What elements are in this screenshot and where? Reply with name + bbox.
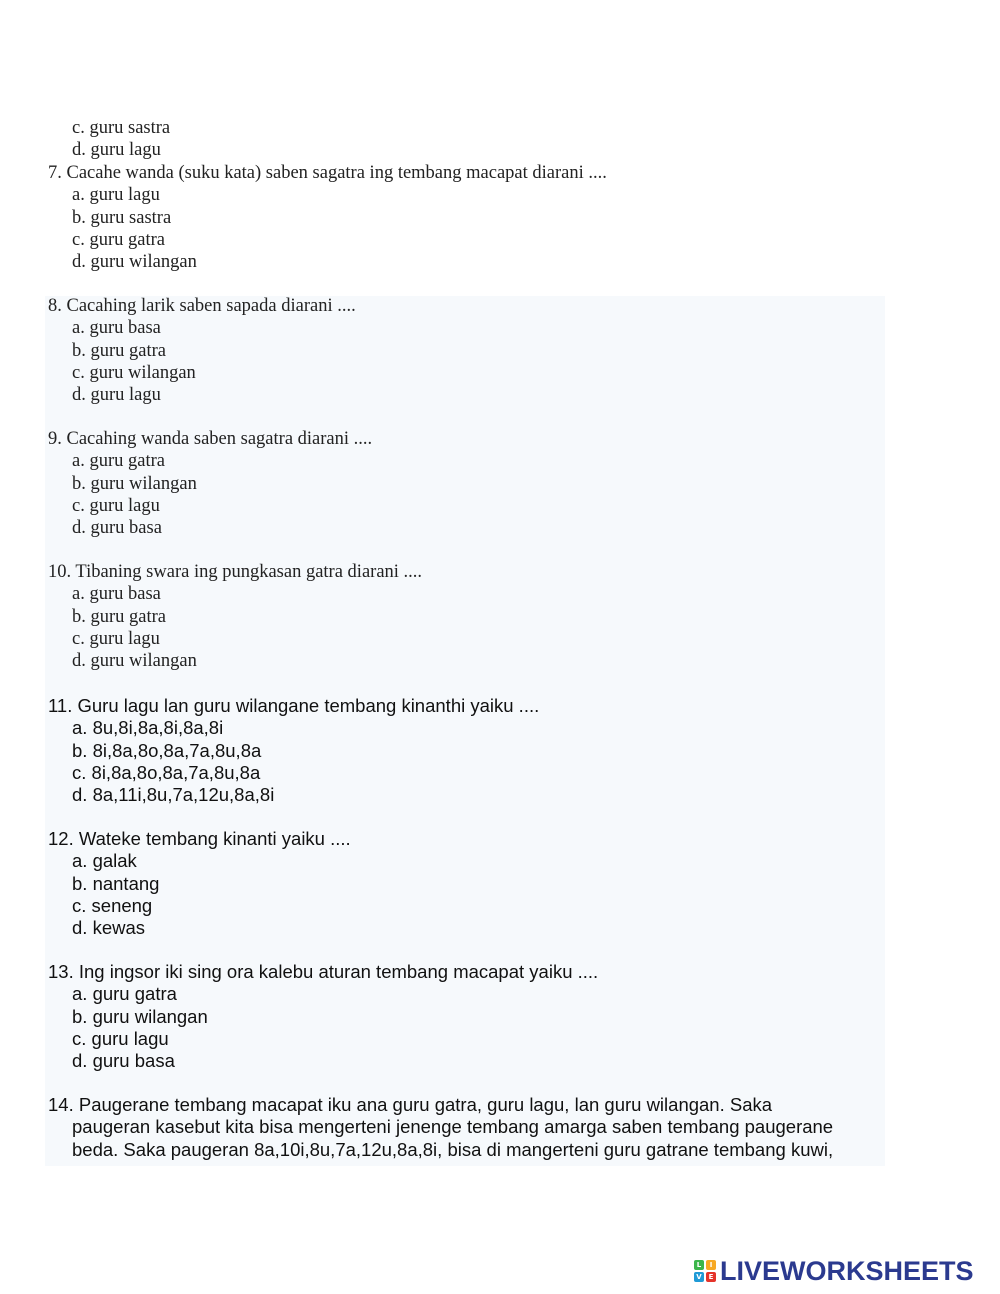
logo-mark-l: L (694, 1260, 704, 1270)
answer-option: d. guru lagu (72, 140, 161, 161)
answer-option: a. galak (72, 850, 137, 872)
logo-mark-icon (694, 1260, 716, 1282)
question-text: 7. Cacahe wanda (suku kata) saben sagatra ing tembang macapat diarani .... (48, 162, 607, 183)
answer-option: c. seneng (72, 895, 153, 916)
answer-option: c. guru lagu (72, 496, 160, 516)
answer-option: a. guru basa (72, 318, 161, 339)
answer-option: d. guru wilangan (72, 651, 197, 672)
answer-option: b. guru wilangan (72, 473, 197, 494)
question-text: 14. Paugerane tembang macapat iku ana guru gatra, guru lagu, lan guru wilangan. Saka (48, 1093, 773, 1115)
answer-option: c. guru lagu (72, 1028, 169, 1049)
question-text: 12. Wateke tembang kinanti yaiku .... (48, 827, 351, 849)
answer-option: b. guru wilangan (72, 1005, 208, 1027)
logo-text: LIVEWORKSHEETS (720, 1255, 974, 1286)
answer-option: c. guru sastra (72, 118, 171, 138)
answer-option: c. 8i,8a,8o,8a,7a,8u,8a (72, 762, 261, 783)
question-text: 13. Ing ingsor iki sing ora kalebu aturan tembang macapat yaiku .... (48, 960, 599, 982)
answer-option: a. 8u,8i,8a,8i,8a,8i (72, 717, 224, 739)
question-text: 11. Guru lagu lan guru wilangane tembang kinanthi yaiku .... (48, 694, 540, 716)
answer-option: d. 8a,11i,8u,7a,12u,8a,8i (72, 784, 275, 806)
answer-option: d. guru basa (72, 1050, 175, 1072)
question-text: 9. Cacahing wanda saben sagatra diarani .... (48, 428, 373, 449)
question-text: 8. Cacahing larik saben sapada diarani .... (48, 295, 356, 316)
answer-option: c. guru gatra (72, 230, 165, 250)
answer-option: b. nantang (72, 872, 160, 894)
answer-option: d. guru lagu (72, 385, 161, 406)
logo-mark-v: V (694, 1272, 704, 1282)
answer-option: b. guru sastra (72, 207, 172, 228)
answer-option: a. guru lagu (72, 185, 160, 206)
question-text: 10. Tibaning swara ing pungkasan gatra diarani .... (48, 561, 423, 582)
liveworksheets-logo (694, 1256, 974, 1286)
answer-option: d. kewas (72, 917, 146, 939)
answer-option: b. 8i,8a,8o,8a,7a,8u,8a (72, 739, 262, 761)
answer-option: b. guru gatra (72, 340, 167, 361)
answer-option: d. guru basa (72, 518, 162, 539)
answer-option: a. guru basa (72, 584, 161, 605)
answer-option: a. guru gatra (72, 983, 177, 1005)
answer-option: b. guru gatra (72, 606, 167, 627)
logo-mark-i: I (706, 1260, 716, 1270)
answer-option: beda. Saka paugeran 8a,10i,8u,7a,12u,8a,8i, bisa di mangerteni guru gatrane tembang kuwi, (72, 1138, 834, 1160)
answer-option: c. guru lagu (72, 629, 160, 649)
answer-option: paugeran kasebut kita bisa mengerteni jenenge tembang amarga saben tembang paugerane (72, 1116, 834, 1138)
answer-option: a. guru gatra (72, 451, 165, 472)
answer-option: d. guru wilangan (72, 252, 197, 273)
answer-option: c. guru wilangan (72, 363, 196, 383)
logo-mark-e: E (706, 1272, 716, 1282)
